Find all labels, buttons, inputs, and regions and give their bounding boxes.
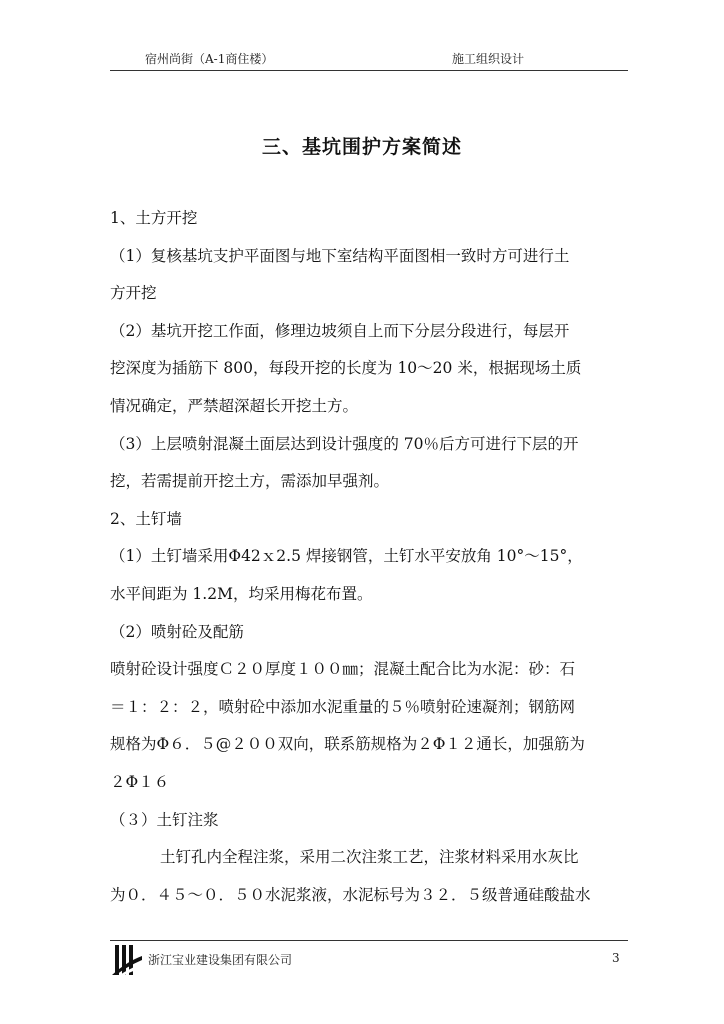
text-line-indented: 土钉孔内全程注浆，采用二次注浆工艺，注浆材料采用水灰比 [160,848,579,867]
text-line: ２Φ１６ [110,772,170,791]
company-logo-icon [112,944,142,976]
text-line: 水平间距为 1.2M，均采用梅花布置。 [110,584,373,603]
page-number: 3 [612,951,620,965]
text-line: （2）喷射砼及配筋 [110,622,244,641]
section-title: 三、基坑围护方案简述 [261,136,462,158]
text-line: 2、土钉墙 [110,509,182,528]
text-line: 挖深度为插筋下 800，每段开挖的长度为 10～20 米，根据现场土质 [110,359,582,378]
text-line: （3）上层喷射混凝土面层达到设计强度的 70％后方可进行下层的开 [110,434,579,453]
text-line: 规格为Φ６．５@２００双向，联系筋规格为２Φ１２通长，加强筋为 [110,735,585,754]
text-line: 方开挖 [110,284,157,303]
text-line: 情况确定，严禁超深超长开挖土方。 [110,396,359,415]
header-divider [110,70,628,71]
header-doc-type: 施工组织设计 [452,52,525,66]
text-line: 挖，若需提前开挖土方，需添加早强剂。 [110,472,390,491]
footer-divider [110,940,628,941]
text-line: ＝１：２：２，喷射砼中添加水泥重量的５％喷射砼速凝剂；钢筋网 [110,697,576,716]
document-body [110,207,628,921]
text-line: （1）复核基坑支护平面图与地下室结构平面图相一致时方可进行土 [110,246,570,265]
text-line: （2）基坑开挖工作面，修理边坡须自上而下分层分段进行，每层开 [110,321,570,340]
text-line: 1、土方开挖 [110,209,198,227]
text-line: （1）土钉墙采用Φ42ｘ2.5 焊接钢管，土钉水平安放角 10°～15°， [110,547,583,566]
text-line: 喷射砼设计强度Ｃ２０厚度１００㎜；混凝土配合比为水泥：砂：石 [110,660,576,679]
header-project-name: 宿州尚街（A-1商住楼） [145,52,274,66]
text-line: （３）土钉注浆 [110,810,219,829]
text-line: 为０．４５～０．５０水泥浆液，水泥标号为３２．５级普通硅酸盐水 [110,885,591,904]
footer-company-name: 浙江宝业建设集团有限公司 [148,953,293,967]
